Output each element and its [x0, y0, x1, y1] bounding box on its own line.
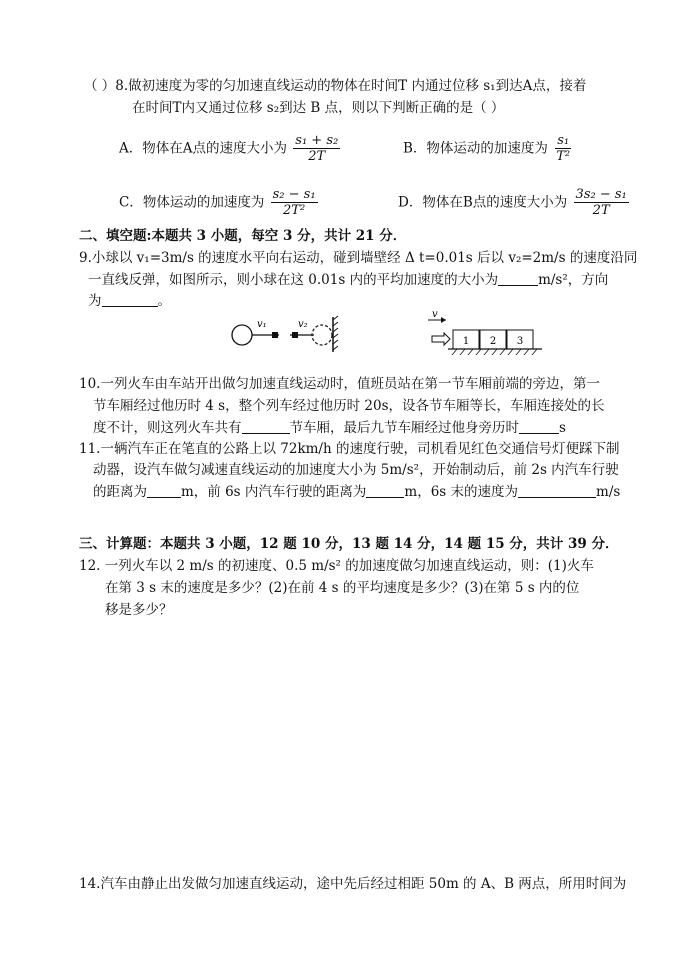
- q10-line3: [93, 418, 566, 438]
- velocity-arrow-2-head: [292, 332, 298, 338]
- q8-option-a-numerator: s₁ + s₂: [295, 133, 339, 148]
- q11-answer-blank-1[interactable]: [147, 483, 181, 498]
- q11-line3-mid2: m，6s 末的速度为: [404, 484, 519, 500]
- q8-option-d: [398, 188, 631, 218]
- train-car-2-label: 2: [489, 336, 497, 347]
- q8-option-c-denominator: 2T²: [283, 203, 306, 218]
- q11-line3-text: 的距离为: [93, 484, 147, 500]
- q10-answer-blank-2[interactable]: [519, 419, 559, 434]
- q8-option-c-fraction: [271, 188, 318, 218]
- velocity-arrow-1-head: [272, 332, 278, 338]
- q12-line3: 移是多少？: [105, 602, 173, 618]
- q10-line3-text: 度不计，则这列火车共有: [93, 420, 242, 436]
- ball-initial: [232, 325, 252, 345]
- q9-line2-text: 一直线反弹，如图所示，则小球在这 0.01s 内的平均加速度的大小为: [88, 272, 499, 288]
- q11-answer-blank-3[interactable]: [518, 483, 596, 498]
- q8-option-d-text: D．物体在B点的速度大小为: [398, 194, 568, 211]
- ball-rebound: [312, 325, 332, 345]
- q9-answer-blank-1[interactable]: [498, 271, 538, 286]
- v1-label: v₁: [257, 319, 267, 330]
- q11-line3-unit: m/s: [596, 484, 621, 500]
- q9-answer-blank-2[interactable]: [102, 292, 158, 307]
- q8-option-a-denominator: 2T: [308, 149, 326, 164]
- q8-option-a-fraction: [293, 134, 340, 164]
- q9-line3: [88, 291, 171, 311]
- section2-heading: 二、填空题:本题共 3 小题，每空 3 分，共计 21 分．: [79, 228, 407, 244]
- q8-option-b-numerator: s₁: [557, 133, 570, 148]
- train-velocity-label: v: [432, 309, 438, 320]
- train-velocity-arrow-head: [441, 317, 446, 323]
- q9-line1: 9.小球以 v₁=3m/s 的速度水平向右运动，碰到墙壁经 Δ t=0.01s 后以 v₂=2m/s 的速度沿同: [79, 250, 638, 266]
- v2-label: v₂: [298, 319, 308, 330]
- q8-option-d-fraction: [574, 188, 629, 218]
- q9-line3-end: 。: [157, 293, 171, 309]
- q8-option-b-denominator: T²: [556, 149, 571, 164]
- q9-line2: [88, 270, 608, 290]
- q9-line3-text: 为: [88, 293, 102, 309]
- q8-option-c-numerator: s₂ − s₁: [272, 187, 316, 202]
- q8-option-c-text: C．物体运动的加速度为: [119, 194, 265, 211]
- train-figure: [428, 309, 546, 355]
- q12-line2: 在第 3 s 末的速度是多少？(2)在前 4 s 的平均速度是多少？(3)在第 5 s 内的位: [105, 580, 580, 596]
- q8-option-b: [403, 134, 574, 164]
- q11-line3: [93, 482, 620, 502]
- q8-option-a-text: A．物体在A点的速度大小为: [119, 140, 287, 157]
- q11-line2: 动器，设汽车做匀减速直线运动的加速度大小为 5m/s²，开始制动后，前 2s 内汽车行驶: [93, 462, 619, 478]
- q8-option-d-numerator: 3s₂ − s₁: [575, 187, 627, 202]
- q10-line3-unit: s: [559, 420, 566, 436]
- q8-option-d-denominator: 2T: [592, 203, 610, 218]
- q10-line3-mid: 节车厢，最后九节车厢经过他身旁历时: [289, 420, 519, 436]
- q8-stem-line2: 在时间T内又通过位移 s₂到达 B 点，则以下判断正确的是（ ）: [132, 100, 505, 116]
- q8-option-a: [119, 134, 342, 164]
- section3-heading: 三、计算题：本题共 3 小题，12 题 10 分，13 题 14 分，14 题 15 分，共计 39 分．: [79, 536, 619, 552]
- q14-line1: 14.汽车由静止出发做匀加速直线运动，途中先后经过相距 50m 的 A、B 两点，所用时间为: [79, 876, 627, 892]
- q12-line1: 12. 一列火车以 2 m/s 的初速度、0.5 m/s² 的加速度做匀加速直线运动，则：(1)火车: [79, 558, 594, 574]
- q8-option-b-text: B．物体运动的加速度为: [403, 140, 548, 157]
- q10-answer-blank-1[interactable]: [242, 419, 290, 434]
- train-car-1-label: 1: [462, 336, 470, 347]
- track-hatch: [452, 349, 537, 355]
- q8-option-c: [119, 188, 320, 218]
- q11-line3-mid1: m，前 6s 内汽车行驶的距离为: [181, 484, 367, 500]
- q10-line1: 10.一列火车由车站开出做匀加速直线运动时，值班员站在第一节车厢前端的旁边，第一: [79, 376, 600, 392]
- person-marker-arrow: [432, 333, 450, 345]
- train-car-3-label: 3: [516, 336, 524, 347]
- ball-wall-figure: [226, 314, 356, 354]
- q11-line1: 11.一辆汽车正在笔直的公路上以 72km/h 的速度行驶，司机看见红色交通信号灯便踩下制: [79, 441, 620, 457]
- q10-line2: 节车厢经过他历时 4 s，整个列车经过他历时 20s，设各节车厢等长，车厢连接处的长: [93, 398, 605, 414]
- q9-line2-unit: m/s²，方向: [538, 272, 609, 288]
- q11-answer-blank-2[interactable]: [366, 483, 404, 498]
- q8-option-b-fraction: [554, 134, 572, 164]
- q8-stem-line1: （ ）8.做初速度为零的匀加速直线运动的物体在时间T 内通过位移 s₁到达A点，接着: [84, 78, 587, 94]
